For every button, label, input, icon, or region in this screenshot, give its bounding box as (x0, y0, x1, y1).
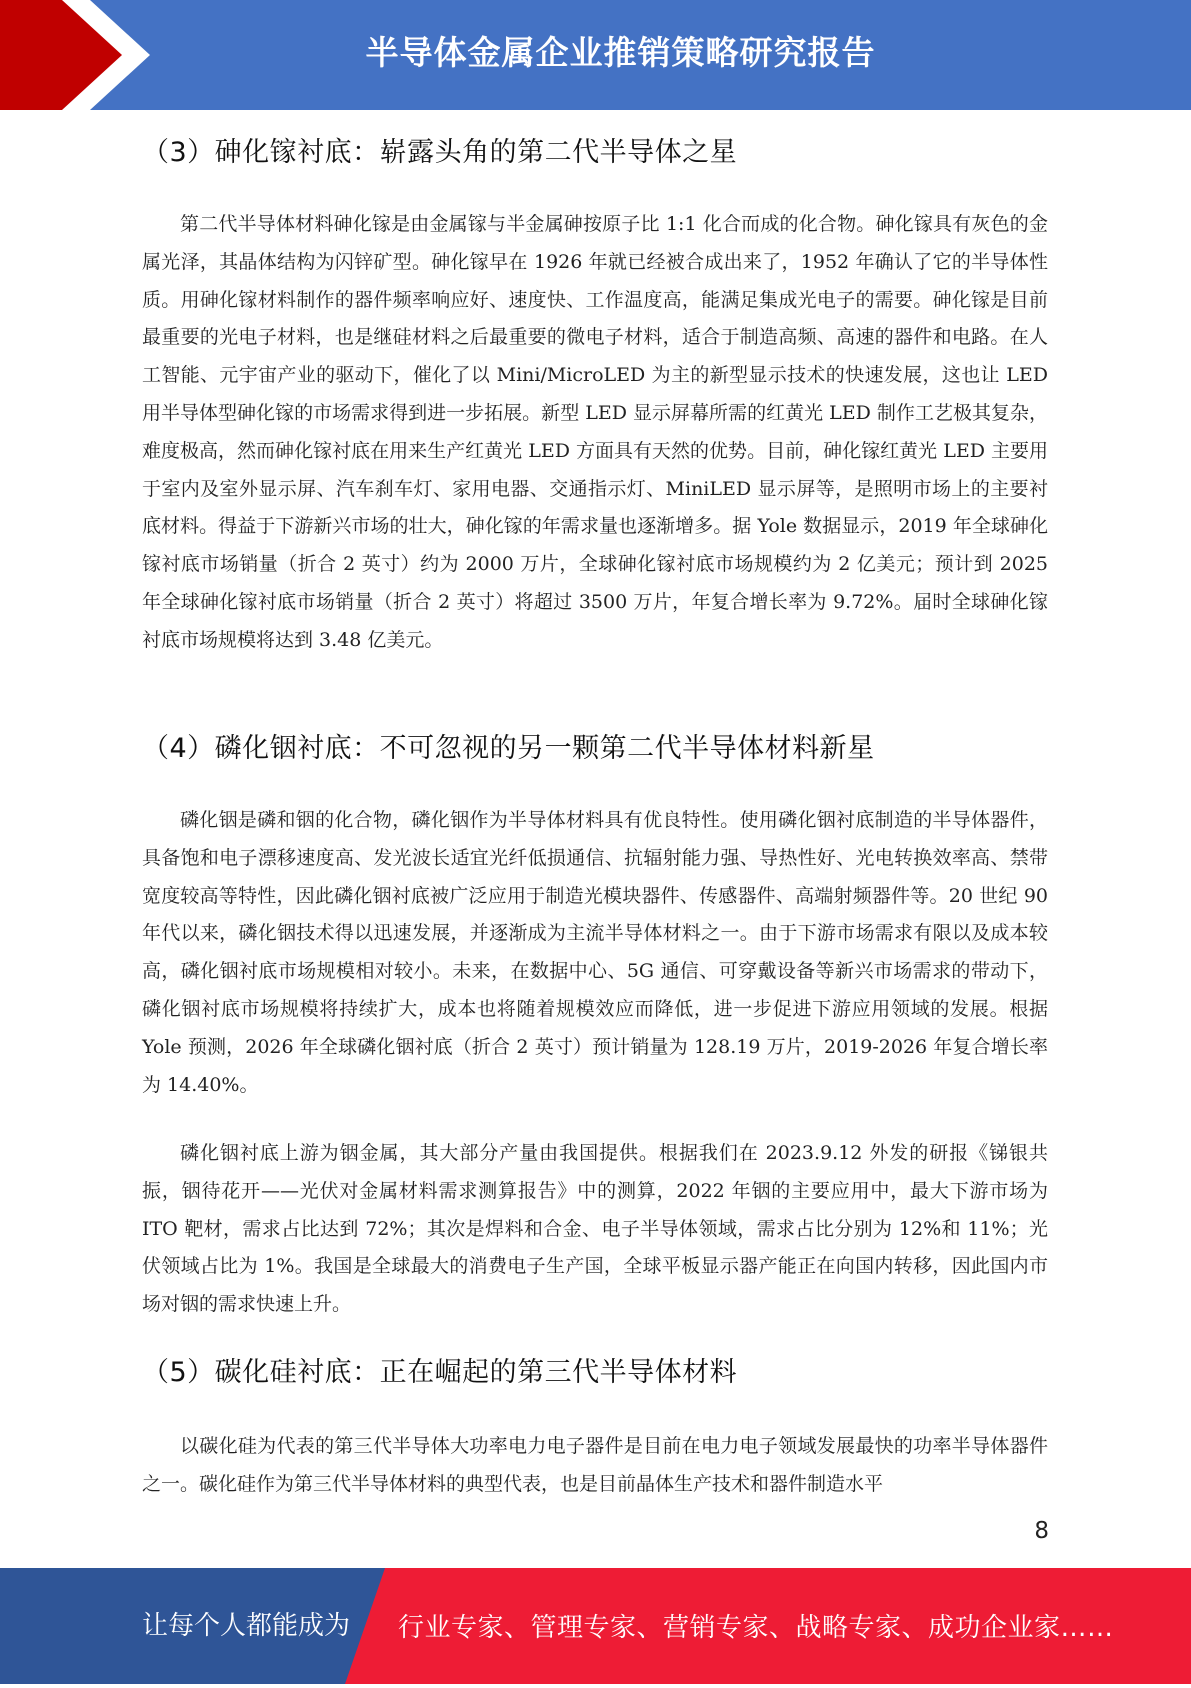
footer-slogan-right: 行业专家、管理专家、营销专家、战略专家、成功企业家…… (398, 1613, 1114, 1643)
header-title: 半导体金属企业推销策略研究报告 (365, 33, 876, 72)
paragraph-gaas: 第二代半导体材料砷化镓是由金属镓与半金属砷按原子比 1:1 化合而成的化合物。砷化镓具有灰色的金属光泽，其晶体结构为闪锌矿型。砷化镓早在 1926 年就已经被合成出来了，1952 年确认了它的半导体性质。用砷化镓材料制作的器件频率响应好、速度快、工作温度高，能满足集成光电子的需要。砷化镓是目前最重要的光电子材料，也是继硅材料之后最重要的微电子材料，适合于制造高频、高速的器件和电路。在人工智能、元宇宙产业的驱动下，催化了以 Mini/MicroLED 为主的新型显示技术的快速发展，这也让 LED 用半导体型砷化镓的市场需求得到进一步拓展。新型 LED 显示屏幕所需的红黄光 LED 制作工艺极其复杂，难度极高，然而砷化镓衬底在用来生产红黄光 LED 方面具有天然的优势。目前，砷化镓红黄光 LED 主要用于室内及室外显示屏、汽车刹车灯、家用电器、交通指示灯、MiniLED 显示屏等，是照明市场上的主要衬底材料。得益于下游新兴市场的壮大，砷化镓的年需求量也逐渐增多。据 Yole 数据显示，2019 年全球砷化镓衬底市场销量（折合 2 英寸）约为 2000 万片，全球砷化镓衬底市场规模约为 2 亿美元；预计到 2025 年全球砷化镓衬底市场销量（折合 2 英寸）将超过 3500 万片，年复合增长率为 9.72%。届时全球砷化镓衬底市场规模将达到 3.48 亿美元。 (142, 213, 1048, 651)
page-footer (0, 1568, 1191, 1684)
page-number: 8 (1034, 1518, 1049, 1544)
paragraph-sic: 以碳化硅为代表的第三代半导体大功率电力电子器件是目前在电力电子领域发展最快的功率半导体器件之一。碳化硅作为第三代半导体材料的典型代表，也是目前晶体生产技术和器件制造水平 (142, 1435, 1048, 1495)
page-header (0, 0, 1191, 110)
footer-slogan-left: 让每个人都能成为 (142, 1611, 351, 1641)
paragraph-inp-overview: 磷化铟是磷和铟的化合物，磷化铟作为半导体材料具有优良特性。使用磷化铟衬底制造的半导体器件，具备饱和电子漂移速度高、发光波长适宜光纤低损通信、抗辐射能力强、导热性好、光电转换效率高、禁带宽度较高等特性，因此磷化铟衬底被广泛应用于制造光模块器件、传感器件、高端射频器件等。20 世纪 90 年代以来，磷化铟技术得以迅速发展，并逐渐成为主流半导体材料之一。由于下游市场需求有限以及成本较高，磷化铟衬底市场规模相对较小。未来，在数据中心、5G 通信、可穿戴设备等新兴市场需求的带动下，磷化铟衬底市场规模将持续扩大，成本也将随着规模效应而降低，进一步促进下游应用领域的发展。根据 Yole 预测，2026 年全球磷化铟衬底（折合 2 英寸）预计销量为 128.19 万片，2019-2026 年复合增长率为 14.40%。 (142, 809, 1048, 1096)
header-arrow-icon (0, 0, 150, 110)
section-heading-sic: （5）碳化硅衬底：正在崛起的第三代半导体材料 (142, 1357, 738, 1388)
paragraph-inp-upstream: 磷化铟衬底上游为铟金属，其大部分产量由我国提供。根据我们在 2023.9.12 外发的研报《锑银共振，铟待花开——光伏对金属材料需求测算报告》中的测算，2022 年铟的主要应用中，最大下游市场为 ITO 靶材，需求占比达到 72%；其次是焊料和合金、电子半导体领域，需求占比分别为 12%和 11%；光伏领域占比为 1%。我国是全球最大的消费电子生产国，全球平板显示器产能正在向国内转移，因此国内市场对铟的需求快速上升。 (142, 1142, 1048, 1316)
section-heading-gaas: （3）砷化镓衬底：崭露头角的第二代半导体之星 (142, 137, 738, 168)
section-heading-inp: （4）磷化铟衬底：不可忽视的另一颗第二代半导体材料新星 (142, 733, 875, 764)
